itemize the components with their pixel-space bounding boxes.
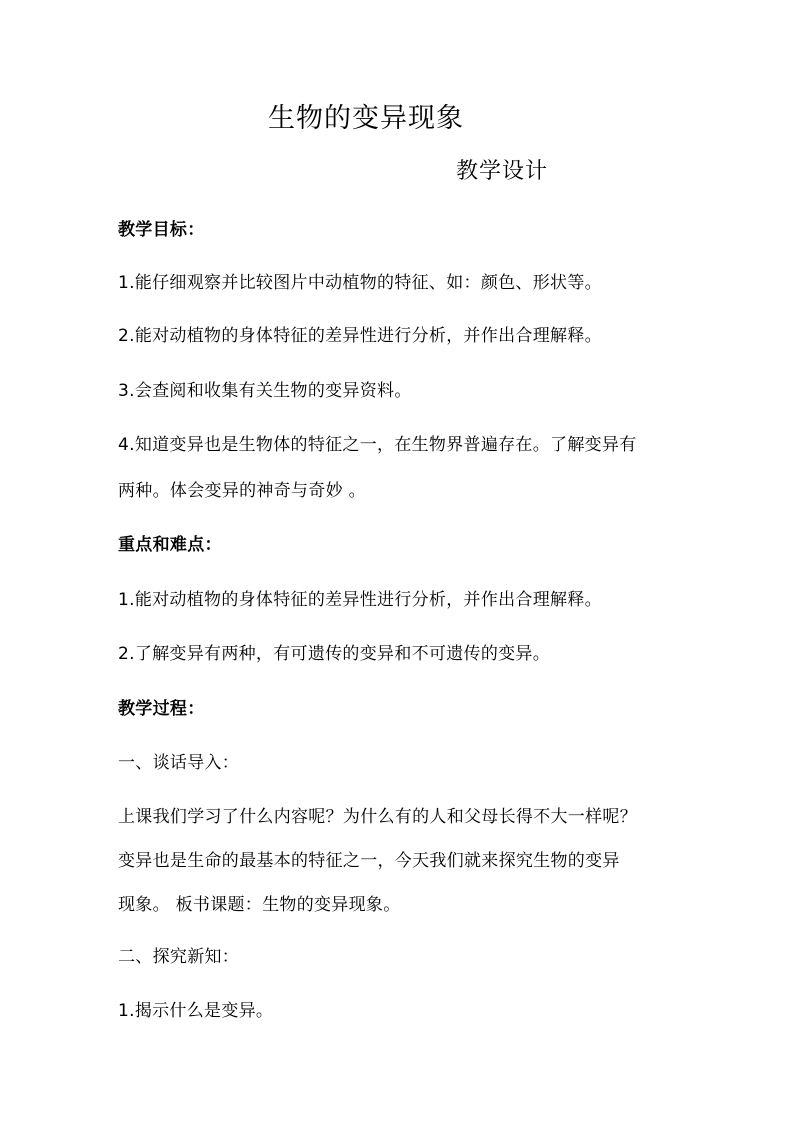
section1-text-3: 现象。 板书课题：生物的变异现象。 bbox=[118, 895, 401, 915]
section1-heading: 一、谈话导入： bbox=[118, 753, 240, 773]
section1-text-2: 变异也是生命的最基本的特征之一，今天我们就来探究生物的变异 bbox=[118, 851, 620, 871]
section2-heading: 二、探究新知： bbox=[118, 947, 240, 967]
objective-item-4: 4.知道变异也是生物体的特征之一，在生物界普遍存在。了解变异有 bbox=[118, 435, 637, 455]
document-title: 生物的变异现象 bbox=[268, 103, 464, 134]
objective-item-4-cont: 两种。体会变异的神奇与奇妙 。 bbox=[118, 481, 366, 501]
key-point-1: 1.能对动植物的身体特征的差异性进行分析，并作出合理解释。 bbox=[118, 590, 602, 610]
process-heading: 教学过程： bbox=[118, 699, 205, 719]
key-points-heading: 重点和难点： bbox=[118, 535, 222, 555]
section1-text-1: 上课我们学习了什么内容呢？为什么有的人和父母长得不大一样呢？ bbox=[118, 807, 637, 827]
objective-item-2: 2.能对动植物的身体特征的差异性进行分析，并作出合理解释。 bbox=[118, 326, 602, 346]
key-point-2: 2.了解变异有两种，有可遗传的变异和不可遗传的变异。 bbox=[118, 644, 551, 664]
section2-item-1: 1.揭示什么是变异。 bbox=[118, 1001, 274, 1021]
objectives-heading: 教学目标： bbox=[118, 220, 205, 240]
document-subtitle: 教学设计 bbox=[456, 159, 549, 184]
objective-item-3: 3.会查阅和收集有关生物的变异资料。 bbox=[118, 381, 412, 401]
objective-item-1: 1.能仔细观察并比较图片中动植物的特征、如：颜色、形状等。 bbox=[118, 273, 602, 293]
